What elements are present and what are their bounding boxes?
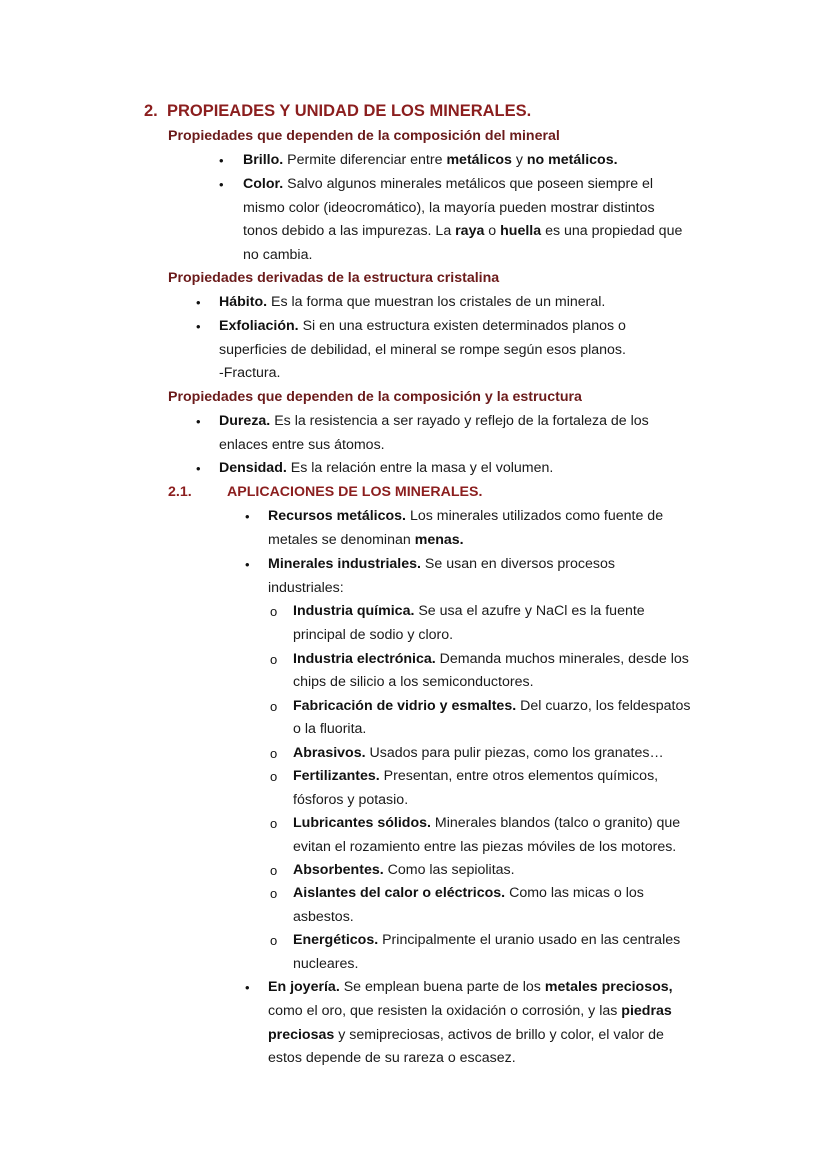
item-joyeria-line3: preciosas y semipreciosas, activos de brillo y color, el valor de xyxy=(268,1027,664,1043)
subheading-composition-structure: Propiedades que dependen de la composición y la estructura xyxy=(168,389,582,405)
item-joyeria-line4: estos depende de su rareza o escasez. xyxy=(268,1050,516,1066)
subitem-absorbentes: Absorbentes. Como las sepiolitas. xyxy=(293,862,515,878)
item-recursos-line2: metales se denominan menas. xyxy=(268,532,464,548)
item-joyeria-line2: como el oro, que resisten la oxidación o corrosión, y las piedras xyxy=(268,1003,672,1019)
section-number: 2. xyxy=(144,102,158,120)
item-exfoliacion-line2: superficies de debilidad, el mineral se rompe según esos planos. xyxy=(219,342,626,358)
item-color-line4: no cambia. xyxy=(243,247,313,263)
item-brillo: Brillo. Permite diferenciar entre metálicos y no metálicos. xyxy=(243,152,618,168)
subbullet: o xyxy=(270,863,278,878)
bullet: • xyxy=(196,319,201,334)
subitem-lubricantes: Lubricantes sólidos. Minerales blandos (talco o granito) que xyxy=(293,815,681,831)
bullet: • xyxy=(196,295,201,310)
subitem-aislantes-line2: asbestos. xyxy=(293,909,354,925)
subbullet: o xyxy=(270,652,278,667)
bullet: • xyxy=(245,509,250,524)
item-color-line3: tonos debido a las impurezas. La raya o huella es una propiedad que xyxy=(243,223,683,239)
bullet: • xyxy=(245,980,250,995)
item-dureza: Dureza. Es la resistencia a ser rayado y reflejo de la fortaleza de los xyxy=(219,413,649,429)
subitem-vidrio-line2: o la fluorita. xyxy=(293,721,367,737)
subitem-lubricantes-line2: evitan el rozamiento entre las piezas móviles de los motores. xyxy=(293,839,677,855)
subitem-energeticos-line2: nucleares. xyxy=(293,956,359,972)
section-title: PROPIEADES Y UNIDAD DE LOS MINERALES. xyxy=(166,102,532,120)
item-exfoliacion: Exfoliación. Si en una estructura existen determinados planos o xyxy=(219,318,626,334)
item-habito: Hábito. Es la forma que muestran los cristales de un mineral. xyxy=(219,294,606,310)
subbullet: o xyxy=(270,769,278,784)
item-industriales: Minerales industriales. Se usan en diversos procesos xyxy=(268,556,615,572)
item-joyeria: En joyería. Se emplean buena parte de los metales preciosos, xyxy=(268,979,673,995)
subitem-quimica-line2: principal de sodio y cloro. xyxy=(293,627,454,643)
subitem-fertilizantes: Fertilizantes. Presentan, entre otros elementos químicos, xyxy=(293,768,659,784)
item-industriales-line2: industriales: xyxy=(268,580,344,596)
subitem-electronica: Industria electrónica. Demanda muchos minerales, desde los xyxy=(293,651,689,667)
subitem-aislantes: Aislantes del calor o eléctricos. Como las micas o los xyxy=(293,885,644,901)
bullet: • xyxy=(219,153,224,168)
subbullet: o xyxy=(270,604,278,619)
subbullet: o xyxy=(270,699,278,714)
item-color-line2: mismo color (ideocromático), la mayoría pueden mostrar distintos xyxy=(243,200,655,216)
subitem-energeticos: Energéticos. Principalmente el uranio usado en las centrales xyxy=(293,932,681,948)
item-dureza-line2: enlaces entre sus átomos. xyxy=(219,437,385,453)
subbullet: o xyxy=(270,746,278,761)
bullet: • xyxy=(196,461,201,476)
subbullet: o xyxy=(270,816,278,831)
item-color: Color. Salvo algunos minerales metálicos que poseen siempre el xyxy=(243,176,654,192)
section-heading xyxy=(144,99,531,123)
item-densidad: Densidad. Es la relación entre la masa y el volumen. xyxy=(219,460,554,476)
subitem-electronica-line2: chips de silicio a los semiconductores. xyxy=(293,674,534,690)
subbullet: o xyxy=(270,933,278,948)
subheading-composition: Propiedades que dependen de la composición del mineral xyxy=(168,128,560,144)
subheading-structure: Propiedades derivadas de la estructura cristalina xyxy=(168,270,500,286)
item-recursos: Recursos metálicos. Los minerales utilizados como fuente de xyxy=(268,508,664,524)
subsection-title: APLICACIONES DE LOS MINERALES. xyxy=(227,484,483,500)
subsection-number: 2.1. xyxy=(168,484,192,500)
subitem-abrasivos: Abrasivos. Usados para pulir piezas, como los granates… xyxy=(293,745,664,761)
subitem-quimica: Industria química. Se usa el azufre y NaCl es la fuente xyxy=(293,603,645,619)
bullet: • xyxy=(219,177,224,192)
bullet: • xyxy=(245,557,250,572)
subitem-vidrio: Fabricación de vidrio y esmaltes. Del cuarzo, los feldespatos xyxy=(293,698,691,714)
bullet: • xyxy=(196,414,201,429)
subitem-fertilizantes-line2: fósforos y potasio. xyxy=(293,792,409,808)
subbullet: o xyxy=(270,886,278,901)
item-exfoliacion-line3: -Fractura. xyxy=(219,365,281,381)
